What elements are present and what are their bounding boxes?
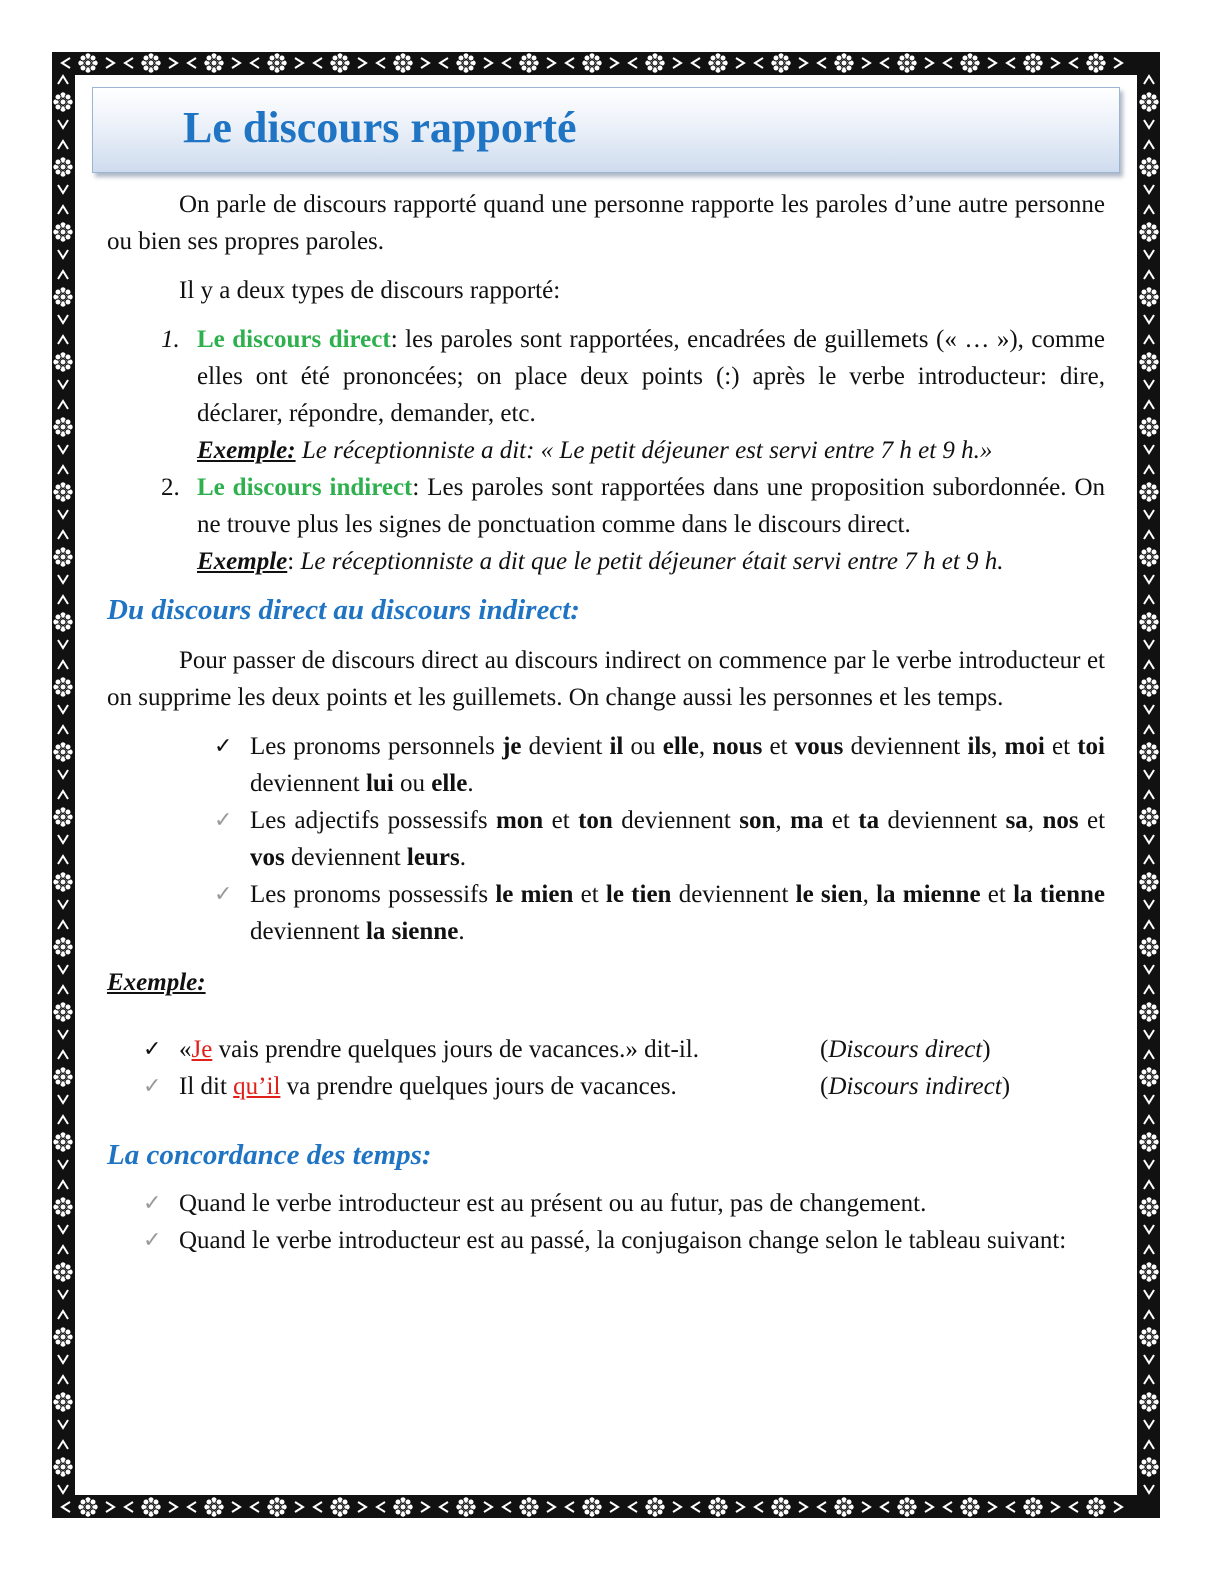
example-row-indirect [107,1068,1105,1105]
example-type-label: (Discours indirect) [820,1073,1011,1100]
concordance-item: ✓ Quand le verbe introducteur est au présent ou au futur, pas de changement. [107,1185,1105,1222]
example-text: Le réceptionniste a dit: « Le petit déjeuner est servi entre 7 h et 9 h.» [295,437,993,464]
example-sentence: Il dit qu’il va prendre quelques jours de vacances. [179,1073,677,1100]
rule-pronoms-personnels: ✓ Les pronoms personnels je devient il ou elle, nous et vous deviennent ils, moi et toi deviennent lui ou elle. [107,728,1105,802]
list-item-discours-indirect [107,469,1105,580]
example-sentence: «Je vais prendre quelques jours de vacances.» dit-il. [179,1036,699,1063]
example-heading: Exemple: [107,969,206,996]
example-label: Exemple: [197,437,296,464]
concordance-item: ✓ Quand le verbe introducteur est au passé, la conjugaison change selon le tableau suivant: [107,1222,1105,1259]
example-type-label: (Discours direct) [820,1036,991,1063]
page-title: Le discours rapporté [183,103,577,152]
example-text: Le réceptionniste a dit que le petit déjeuner était servi entre 7 h et 9 h. [294,548,1004,575]
list-number: 1. [161,326,180,353]
list-item-discours-direct [107,321,1105,469]
example-label: Exemple [197,548,288,575]
example-colon: : [287,548,295,575]
rules-list [107,728,1105,950]
intro-paragraph: On parle de discours rapporté quand une personne rapporte les paroles d’une autre personne ou bien ses propres paroles. [107,191,1105,255]
examples-block [107,1031,1105,1105]
rule-pronoms-possessifs: ✓ Les pronoms possessifs le mien et le tien deviennent le sien, la mienne et la tienne deviennent la sienne. [107,876,1105,950]
definition-text: : les paroles sont rapportées, encadrées de guillemets (« … »), comme elles ont été prononcées; on place deux points (:) après le verbe introducteur: dire, déclarer, répondre, demander, etc. [197,326,1105,427]
title-banner [92,87,1120,173]
types-intro: Il y a deux types de discours rapporté: [179,277,561,304]
example-row-direct [107,1031,1105,1068]
section1-paragraph: Pour passer de discours direct au discours indirect on commence par le verbe introducteur et on supprime les deux points et les guillemets. On change aussi les personnes et les temps. [107,647,1105,711]
checkmark-icon: ✓ [214,734,233,759]
document-body [107,186,1105,1259]
example-line [197,432,1105,469]
checkmark-icon: ✓ [143,1074,162,1099]
section-heading-concordance: La concordance des temps: [107,1139,432,1171]
checkmark-icon: ✓ [214,882,233,907]
section-heading-direct-to-indirect: Du discours direct au discours indirect: [107,594,580,626]
concordance-list [107,1185,1105,1259]
term-discours-direct: Le discours direct [197,326,391,353]
checkmark-icon: ✓ [143,1191,162,1216]
checkmark-icon: ✓ [143,1228,162,1253]
list-number: 2. [161,474,180,501]
checkmark-icon: ✓ [143,1037,162,1062]
checkmark-icon: ✓ [214,808,233,833]
definition-text: : Les paroles sont rapportées dans une proposition subordonnée. On ne trouve plus les signes de ponctuation comme dans le discours direct. [197,474,1105,538]
rule-adjectifs-possessifs: ✓ Les adjectifs possessifs mon et ton deviennent son, ma et ta deviennent sa, nos et vos deviennent leurs. [107,802,1105,876]
term-discours-indirect: Le discours indirect [197,474,413,501]
example-line [197,543,1105,580]
